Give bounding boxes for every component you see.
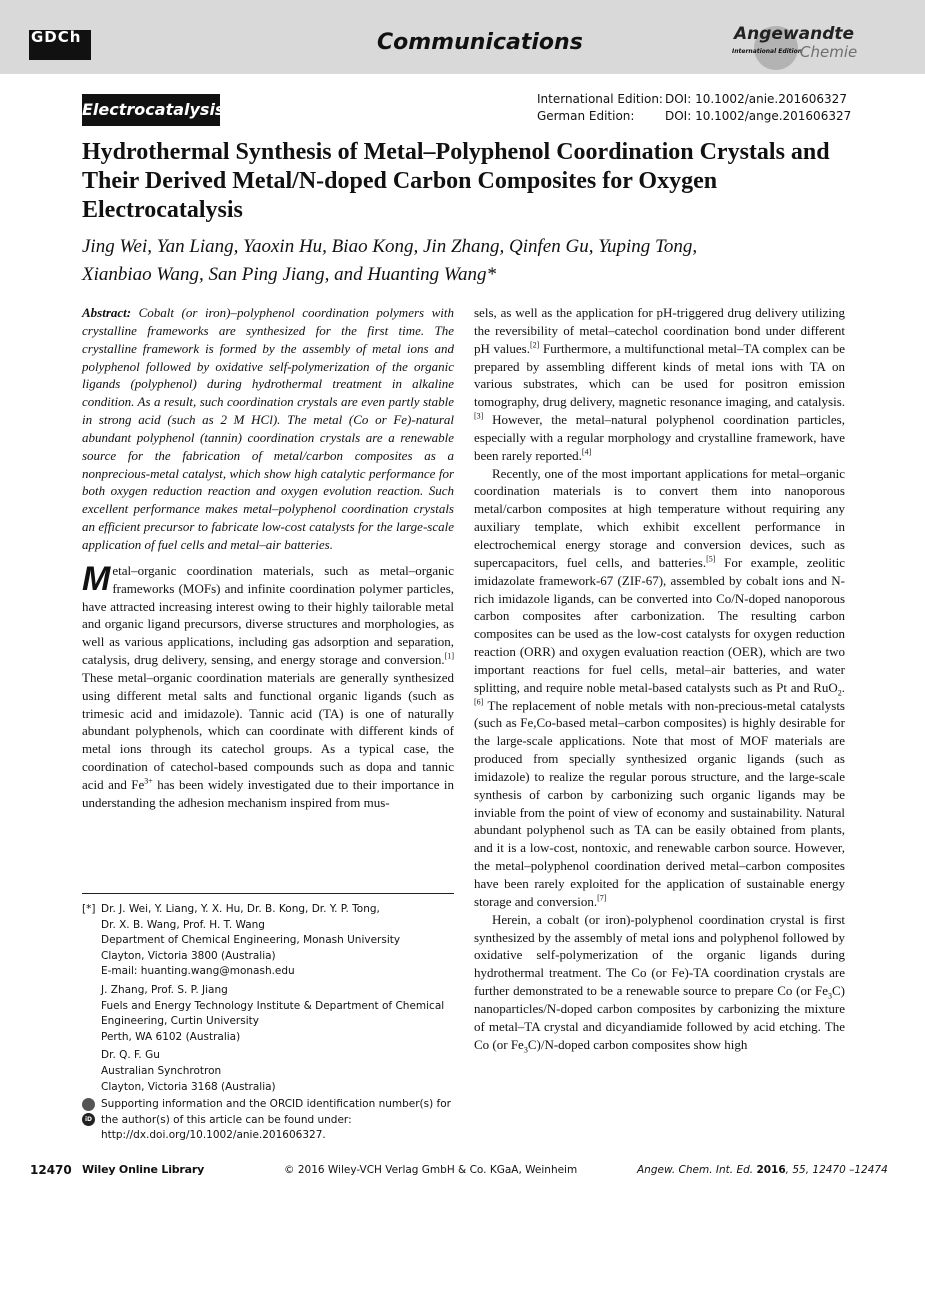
reference-link[interactable]: [4] bbox=[581, 447, 592, 457]
citation-volume-pages: , 55, 12470 –12474 bbox=[785, 1164, 888, 1176]
si-line: the author(s) of this article can be found under: bbox=[101, 1113, 352, 1126]
journal-logo-line3: Chemie bbox=[800, 43, 858, 61]
authors-line: Jing Wei, Yan Liang, Yaoxin Hu, Biao Kong, Jin Zhang, Qinfen Gu, Yuping Tong, bbox=[82, 236, 698, 257]
affiliation-line: Fuels and Energy Technology Institute & Department of Chemical bbox=[101, 999, 445, 1012]
authors-line: Xianbiao Wang, San Ping Jiang, and Huanting Wang* bbox=[82, 264, 496, 285]
subscript: 3 bbox=[523, 1045, 528, 1055]
abstract-label: Abstract: bbox=[82, 305, 132, 320]
reference-link[interactable]: [7] bbox=[597, 893, 607, 903]
abstract-text: Cobalt (or iron)–polyphenol coordination polymers with crystalline frameworks are synthesized for the first time. The crystalline framework is formed by the assembly of metal ions and polyphenol followed by oxidative self-polymerization of the organic ligands (polyphenol) during hydrothermal treatment in alkaline condition. As a result, such coordination crystals are even partly stable in strong acid (such as 2 M HCl). The metal (Co or Fe)-natural abundant polyphenol (tannin) coordination crystals are a renewable source for the fabrication of metal/carbon composites as a nonprecious-metal catalyst, which show high catalytic performance for both oxygen reduction reaction and oxygen evolution reaction. Such excellent performance makes metal–polyphenol coordination crystals an efficient precursor to fabricate low-cost catalysts for the large-scale application of fuel cells and metal–air batteries. bbox=[82, 305, 454, 552]
affiliation-line: J. Zhang, Prof. S. P. Jiang bbox=[101, 983, 228, 996]
society-logo: GDCh bbox=[29, 30, 91, 60]
supporting-info-icon bbox=[82, 1098, 95, 1111]
body-text: has been widely investigated due to their importance in understanding the adhesion mechanism inspired from mus- bbox=[82, 776, 455, 810]
body-text: etal–organic coordination materials, such as metal–organic frameworks (MOFs) and infinite coordination polymer particles, have attracted increasing interest owing to their highly tailorable metal and organic ligand precursors, diverse structures and morphologies, as well as various applications, including gas adsorption and separation, catalysis, drug delivery, sensing, and energy storage and conversion. bbox=[82, 562, 454, 668]
abstract bbox=[82, 304, 454, 554]
body-text: C)/N-doped carbon composites show high bbox=[527, 1036, 748, 1052]
category-label: Electrocatalysis bbox=[82, 94, 220, 126]
orcid-icon: iD bbox=[82, 1113, 95, 1126]
header-band bbox=[0, 0, 925, 74]
email-link[interactable]: E-mail: huanting.wang@monash.edu bbox=[101, 965, 295, 978]
article-title: Hydrothermal Synthesis of Metal–Polyphenol Coordination Crystals and Their Derived Metal/N-doped Carbon Composites for Oxygen Electrocatalysis bbox=[82, 139, 830, 223]
body-text: Herein, a cobalt (or iron)-polyphenol coordination crystal is first synthesized by the assembly of metal ions and polyphenol followed by oxidative self-polymerization of the organic ligands during hydrothermal treatment. The Co (or Fe)-TA coordination crystals are further demonstrated to be a renewable source to prepare Co (or Fe bbox=[474, 911, 845, 999]
reference-link[interactable]: [3] bbox=[474, 411, 484, 421]
body-text: However, the metal–natural polyphenol coordination particles, especially with a regular morphology and crystalline framework, have been rarely reported. bbox=[474, 412, 845, 463]
journal-logo-line2: International Edition bbox=[732, 48, 803, 55]
body-text: Furthermore, a multifunctional metal–TA complex can be prepared by assembling different kinds of metal ions with TA on various substrates, which can be used for positron emission tomography, drug delivery, magnetic resonance imaging, and catalysis. bbox=[474, 340, 845, 410]
citation bbox=[637, 1164, 888, 1176]
intro-paragraph bbox=[82, 559, 455, 812]
citation-journal: Angew. Chem. Int. Ed. bbox=[637, 1164, 754, 1176]
affiliation-2 bbox=[82, 983, 454, 1045]
doi-row-international bbox=[537, 91, 851, 108]
doi-value[interactable]: DOI: 10.1002/ange.201606327 bbox=[665, 109, 852, 123]
affiliation-1 bbox=[82, 902, 454, 980]
subscript: 3 bbox=[828, 991, 832, 1001]
affiliation-line: Dr. J. Wei, Y. Liang, Y. X. Hu, Dr. B. Kong, Dr. Y. P. Tong, bbox=[101, 903, 380, 915]
body-paragraph bbox=[474, 911, 845, 1054]
body-text: sels, as well as the application for pH-triggered drug delivery utilizing the reversibility of metal–catechol coordination bond under different pH values. bbox=[474, 305, 845, 356]
supporting-info bbox=[82, 1097, 454, 1144]
page-footer bbox=[0, 1163, 925, 1183]
right-column bbox=[474, 304, 845, 1053]
journal-logo bbox=[728, 22, 858, 68]
citation-year: 2016 bbox=[756, 1164, 786, 1176]
wiley-online-library-logo[interactable]: Wiley Online Library bbox=[82, 1163, 205, 1176]
affiliation-line: Dr. X. B. Wang, Prof. H. T. Wang bbox=[101, 918, 265, 931]
author-list bbox=[82, 233, 852, 289]
affiliation-line: Clayton, Victoria 3800 (Australia) bbox=[101, 949, 276, 962]
affiliation-line: Clayton, Victoria 3168 (Australia) bbox=[101, 1080, 276, 1093]
body-text: For example, zeolitic imidazolate framework-67 (ZIF-67), assembled by cobalt ions and N-rich imidazole ligands, can be converted into Co/N-doped nanoporous carbon composites after carbonization. The resulting carbon composites can be used as the low-cost catalysts for oxygen reduction reaction (ORR) and oxygen evaluation reaction (OER), which are two important reactions for fuel cells, metal–air batteries, and water splitting, and require noble metal-based catalysts such as Pt and RuO bbox=[474, 554, 846, 695]
si-link[interactable]: http://dx.doi.org/10.1002/anie.201606327. bbox=[101, 1129, 326, 1142]
footnote-divider bbox=[82, 893, 454, 894]
affiliation-line: Engineering, Curtin University bbox=[101, 1015, 259, 1028]
reference-link[interactable]: [6] bbox=[474, 697, 484, 707]
affiliation-line: Department of Chemical Engineering, Monash University bbox=[101, 934, 401, 947]
body-paragraph: Recently, one of the most important applications for metal–organic coordination materials is to convert them into nanoporous metal/carbon composites at high temperature without requiring any auxiliary template, which exhibit excellent performance in electrochemical energy storage and conversion devices, such as supercapacitors, fuel cells, and batteries.[5] For example, zeolitic imidazolate framework-67 (ZIF-67), assembled by cobalt ions and N-rich imidazole ligands, can be converted into Co/N-doped nanoporous carbon composites after carbonization. The resulting carbon composites can be used as the low-cost catalysts for oxygen reduction reaction (ORR) and oxygen evaluation reaction (OER), which are two important reactions for fuel cells, metal–air batteries, and water splitting, and require noble metal-based catalysts such as Pt and RuO$_2$.[6] The replacement of noble metals with non-precious-metal catalysts (such as Fe,Co-based metal–carbon composites) is highly desirable for the large-scale applications. Note that most of MOF materials are produced from specially synthesized organic ligands (such as imidazole) to realize the regular porous structure, and the large-scale synthesis of carbon by carbonizing such organic ligands may be inviable from the point of view of economy and sustainability. Natural abundant polyphenol such as TA can be easily obtained from plants, and it is a low-cost, nontoxic, and renewable carbon source. However, the metal–polyphenol coordination derived metal–carbon composites have been rarely exploited for the application of sustainable energy storage and conversion.[7] bbox=[474, 465, 846, 909]
body-text: Recently, one of the most important applications for metal–organic coordination materials is to convert them into nanoporous metal/carbon composites at high temperature without requiring any auxiliary template, which exhibit excellent performance in electrochemical energy storage and conversion devices, such as supercapacitors, fuel cells, and batteries. bbox=[474, 465, 845, 570]
reference-link[interactable]: [2] bbox=[530, 340, 540, 350]
left-column bbox=[82, 304, 454, 812]
drop-cap: M bbox=[82, 559, 111, 598]
si-line: Supporting information and the ORCID identification number(s) for bbox=[101, 1098, 451, 1111]
footnote-mark: [*] bbox=[82, 903, 96, 915]
affiliation-line: Australian Synchrotron bbox=[101, 1064, 222, 1077]
affiliation-line: Dr. Q. F. Gu bbox=[101, 1049, 160, 1062]
body-text: The replacement of noble metals with non-precious-metal catalysts (such as Fe,Co-based metal–carbon composites) is highly desirable for the large-scale applications. Note that most of MOF materials are produced from specially synthesized organic ligands (such as imidazole) to realize the regular porous structure, and the large-scale synthesis of carbon by carbonizing such organic ligands may be inviable from the point of view of economy and sustainability. Natural abundant polyphenol such as TA can be easily obtained from plants, and it is a low-cost, nontoxic, and renewable carbon source. However, the metal–polyphenol coordination derived metal–carbon composites have been rarely exploited for the application of sustainable energy storage and conversion. bbox=[474, 697, 845, 909]
affiliation-line: Perth, WA 6102 (Australia) bbox=[101, 1030, 241, 1043]
superscript: 3+ bbox=[144, 776, 153, 786]
doi-label: International Edition: bbox=[537, 92, 663, 106]
section-label: Communications bbox=[377, 30, 583, 55]
doi-value[interactable]: DOI: 10.1002/anie.201606327 bbox=[665, 92, 847, 106]
reference-link[interactable]: [5] bbox=[706, 554, 716, 564]
body-text: C) nanoparticles/N-doped carbon composites by carbonizing the mixture of metal–TA crystal and dicyandiamide followed by acid etching. The Co (or Fe bbox=[474, 983, 845, 1052]
journal-logo-line1: Angewandte bbox=[734, 24, 855, 44]
doi-block bbox=[537, 91, 851, 125]
affiliation-footnotes bbox=[82, 902, 454, 1144]
body-paragraph bbox=[474, 304, 845, 465]
copyright-notice: © 2016 Wiley-VCH Verlag GmbH & Co. KGaA, Weinheim bbox=[284, 1164, 578, 1176]
body-text: These metal–organic coordination materials are generally synthesized using different metal salts and functional organic ligands (such as trimesic acid and imidazole). Tannic acid (TA) is one of naturally abundant polyphenols, which can coordinate with different kinds of metal ions through its catechol groups. As a typical case, the coordination of catechol-based compounds such as dopa and tannic acid and Fe bbox=[82, 669, 454, 792]
reference-link[interactable]: [1] bbox=[444, 651, 454, 661]
doi-label: German Edition: bbox=[537, 109, 635, 123]
page-number: 12470 bbox=[30, 1163, 72, 1177]
doi-row-german bbox=[537, 108, 851, 125]
subscript: 2 bbox=[837, 688, 842, 698]
affiliation-3 bbox=[82, 1048, 454, 1095]
